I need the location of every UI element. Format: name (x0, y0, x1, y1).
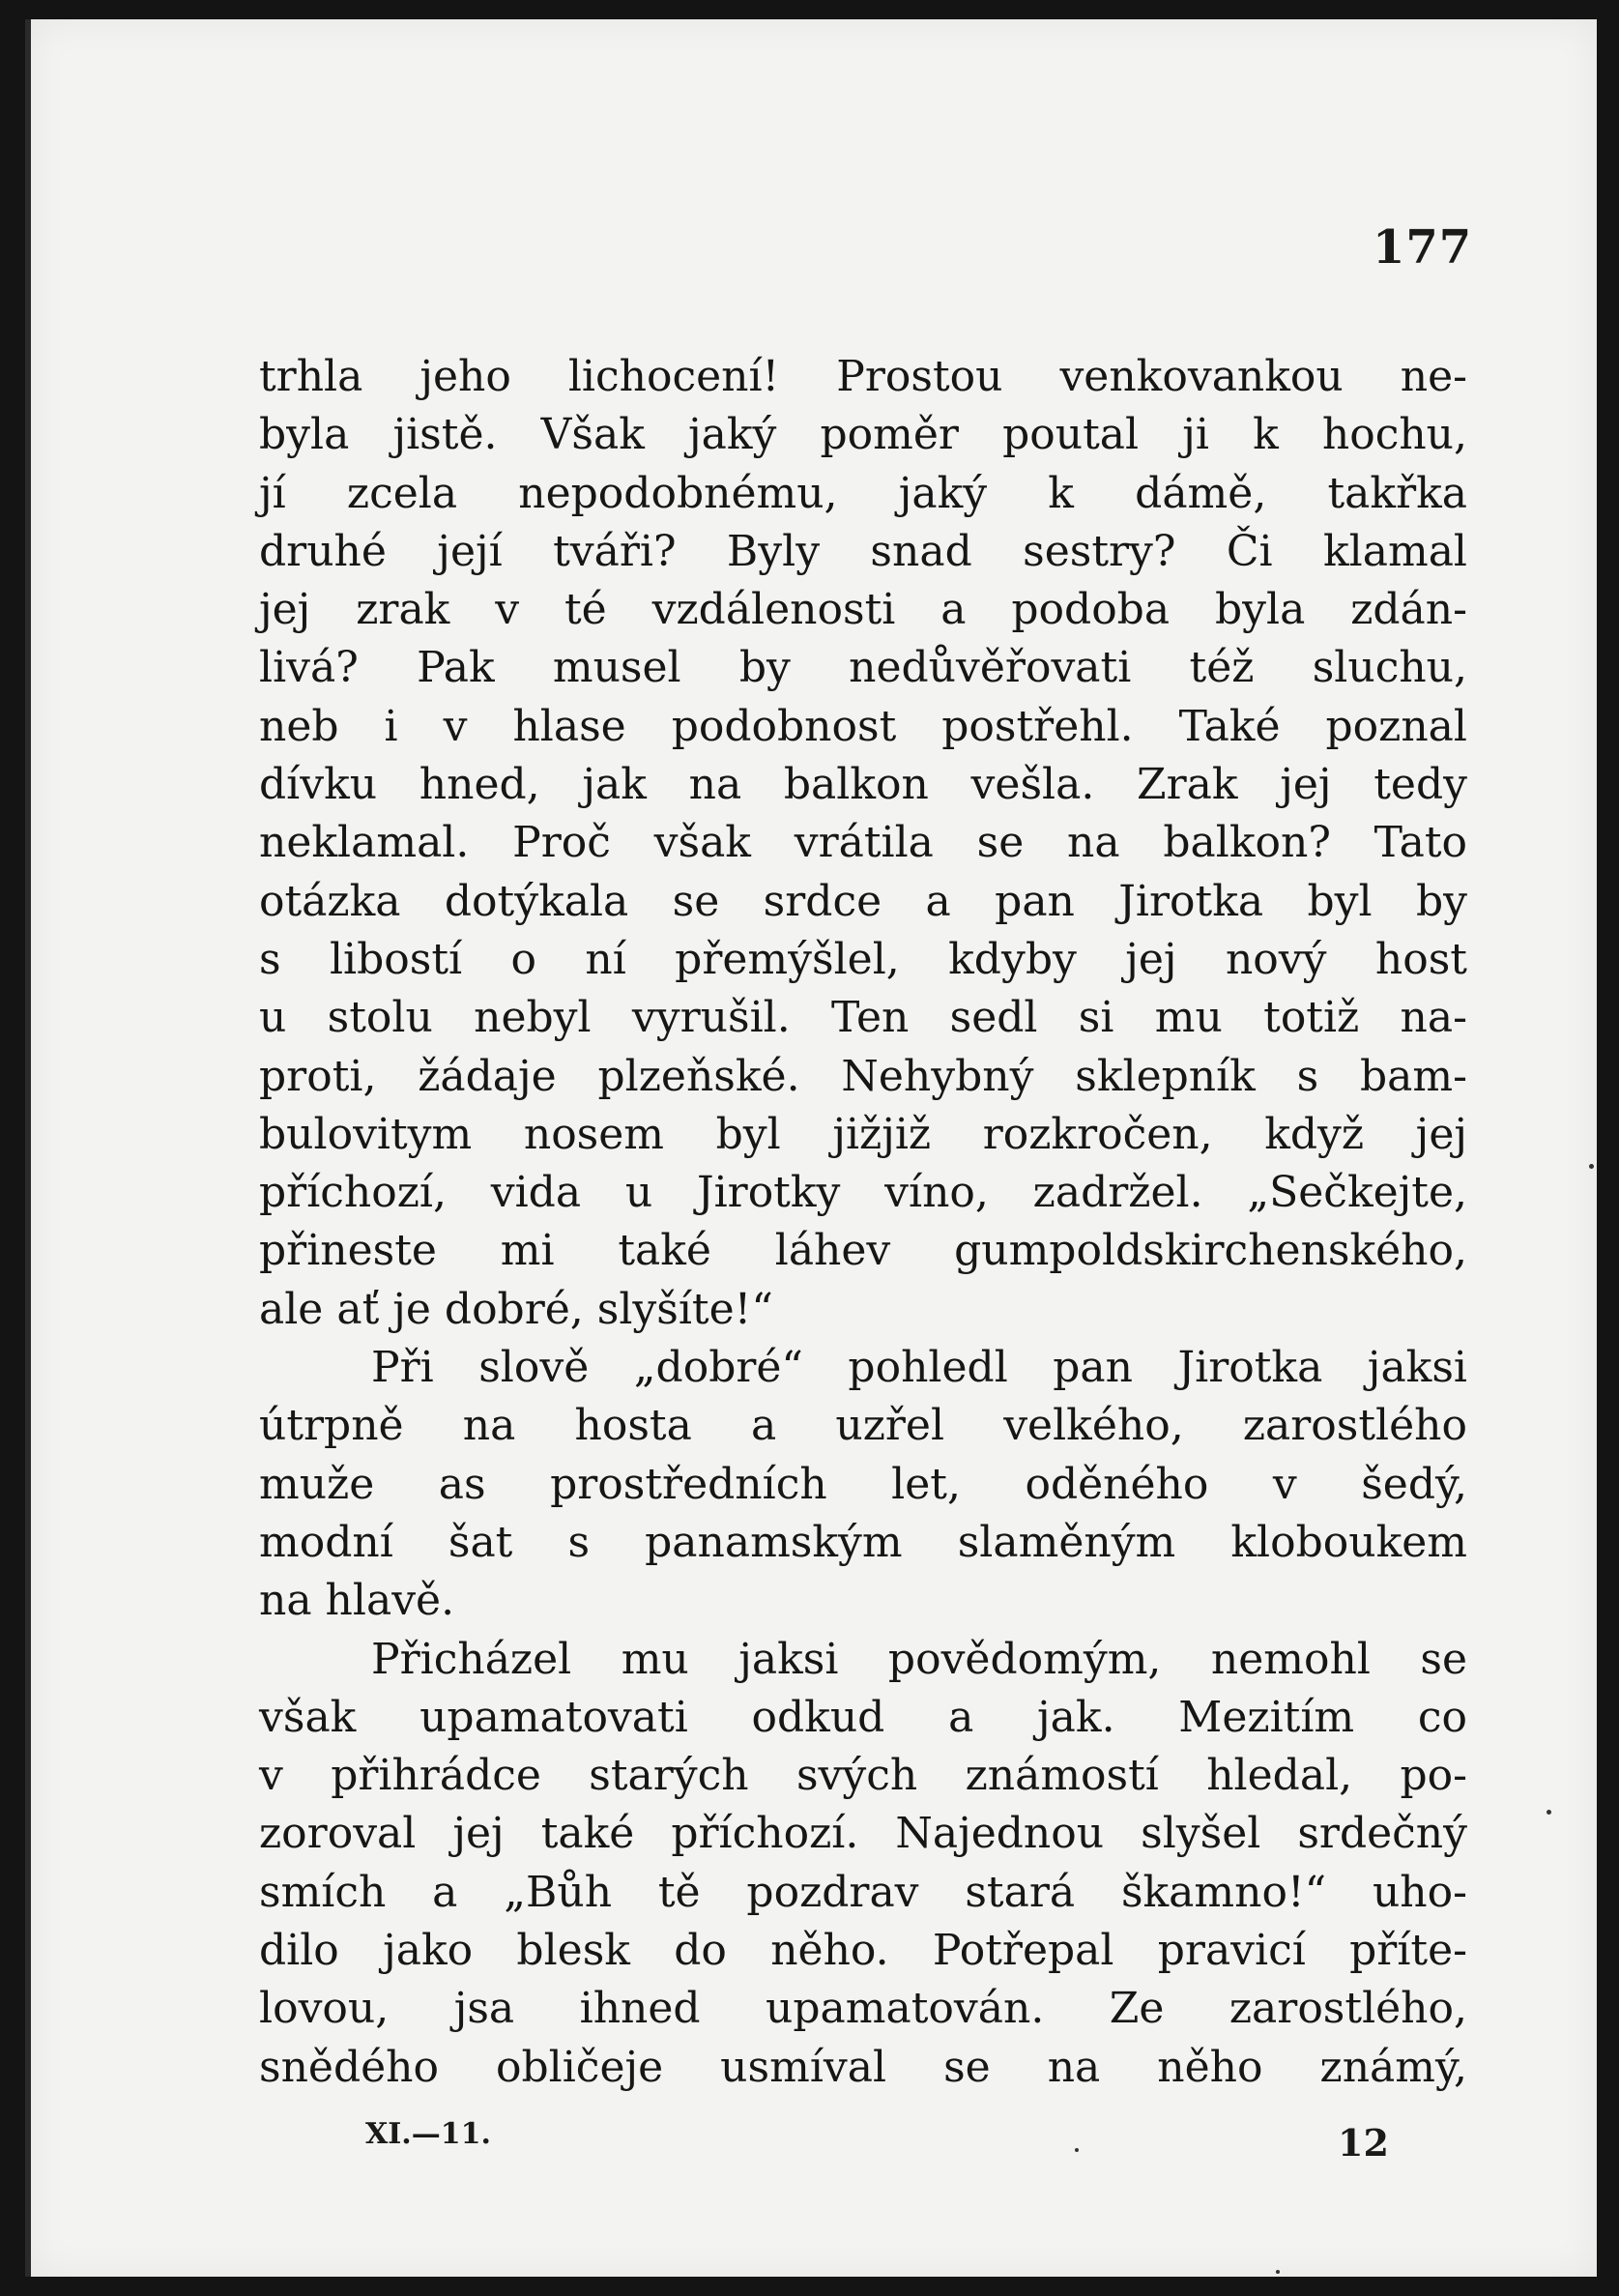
text-line: proti, žádaje plzeňské. Nehybný sklepník s bam- (259, 1051, 1467, 1101)
text-line: v přihrádce starých svých známostí hledal, po- (259, 1751, 1467, 1801)
print-speck (1276, 2270, 1280, 2274)
text-line: jí zcela nepodobnému, jaký k dámě, takřka (259, 468, 1467, 518)
text-line: dívku hned, jak na balkon vešla. Zrak jej tedy (259, 760, 1467, 810)
paragraph-end-line: na hlavě. (259, 1576, 455, 1626)
text-line: útrpně na hosta a uzřel velkého, zarostlého (259, 1401, 1467, 1451)
text-line: muže as prostředních let, oděného v šedý, (259, 1459, 1467, 1509)
print-speck (1547, 1810, 1551, 1815)
paragraph-start-line: Při slově „dobré“ pohledl pan Jirotka jaksi (371, 1343, 1467, 1393)
text-line: zoroval jej také příchozí. Najednou slyšel srdečný (259, 1809, 1467, 1859)
text-line: neb i v hlase podobnost postřehl. Také poznal (259, 701, 1467, 751)
page-number: 177 (1373, 220, 1473, 275)
text-line: dilo jako blesk do něho. Potřepal pravicí příte- (259, 1926, 1467, 1976)
book-page (25, 19, 1597, 2277)
text-line: přineste mi také láhev gumpoldskirchenského, (259, 1226, 1467, 1276)
print-speck (1589, 1164, 1594, 1169)
text-line: livá? Pak musel by nedůvěřovati též sluchu, (259, 643, 1467, 693)
text-line: trhla jeho lichocení! Prostou venkovankou ne- (259, 352, 1467, 401)
body-text (259, 348, 1467, 2097)
paragraph-end-line: ale ať je dobré, slyšíte!“ (259, 1284, 773, 1334)
text-line: smích a „Bůh tě pozdrav stará škamno!“ uho- (259, 1867, 1467, 1917)
text-line: jej zrak v té vzdálenosti a podoba byla zdán- (259, 585, 1467, 635)
text-line: druhé její tváři? Byly snad sestry? Či klamal (259, 526, 1467, 576)
text-line: u stolu nebyl vyrušil. Ten sedl si mu totiž na- (259, 993, 1467, 1043)
text-line: však upamatovati odkud a jak. Mezitím co (259, 1692, 1467, 1742)
text-line: příchozí, vida u Jirotky víno, zadržel. „Sečkejte, (259, 1168, 1467, 1218)
print-speck (1075, 2148, 1079, 2152)
text-line: snědého obličeje usmíval se na něho známý, (259, 2042, 1467, 2092)
text-line: neklamal. Proč však vrátila se na balkon? Tato (259, 818, 1467, 868)
text-line: otázka dotýkala se srdce a pan Jirotka byl by (259, 876, 1467, 926)
text-line: modní šat s panamským slaměným kloboukem (259, 1517, 1467, 1567)
paragraph-start-line: Přicházel mu jaksi povědomým, nemohl se (371, 1634, 1467, 1684)
text-line: byla jistě. Však jaký poměr poutal ji k hochu, (259, 410, 1467, 460)
signature-mark: XI.—11. (365, 2117, 491, 2151)
text-line: lovou, jsa ihned upamatován. Ze zarostlého, (259, 1984, 1467, 2034)
text-line: s libostí o ní přemýšlel, kdyby jej nový host (259, 934, 1467, 984)
text-line: bulovitym nosem byl jižjiž rozkročen, když jej (259, 1109, 1467, 1159)
gathering-number: 12 (1338, 2121, 1389, 2165)
